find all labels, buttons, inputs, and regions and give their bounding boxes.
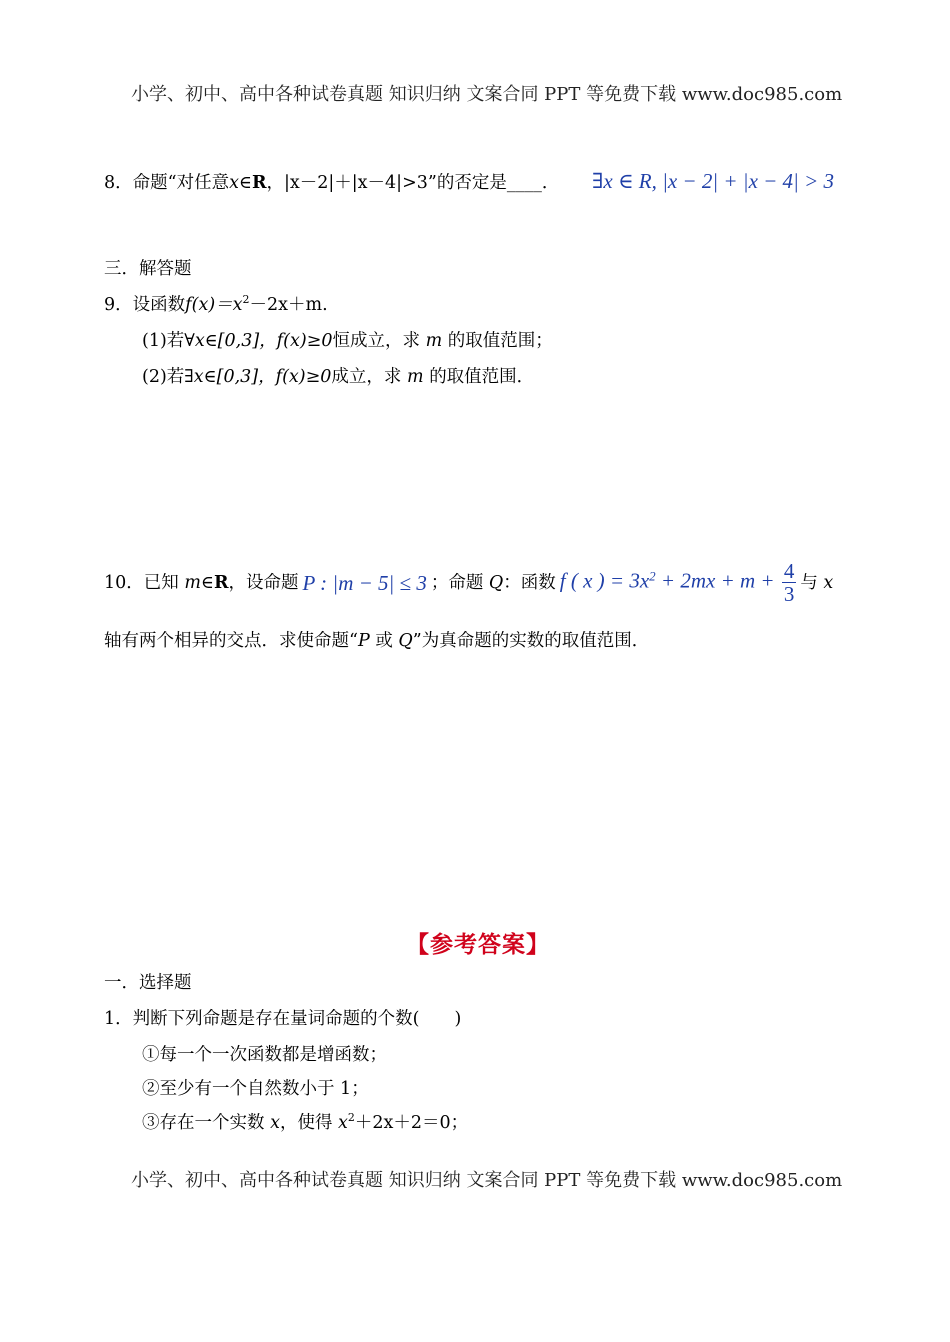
- question-10: [104, 560, 833, 605]
- answer-question-1: 1．判断下列命题是存在量词命题的个数( ): [104, 1009, 462, 1029]
- reals-symbol: R: [213, 572, 229, 593]
- var-Q: Q: [398, 631, 413, 651]
- q9-part-2-e: 的取值范围．: [429, 367, 535, 387]
- q9-part-1-d: 恒成立，求: [332, 331, 420, 351]
- item3-a: ③存在一个实数: [142, 1113, 265, 1133]
- q9-part-2-d: 成立，求: [331, 367, 402, 387]
- q9-part-1-a: (1)若∀: [142, 331, 195, 351]
- question-number: 8．: [104, 173, 133, 193]
- q10-b: ，设命题: [228, 572, 299, 593]
- q10-line2-b: ”为真命题的实数的取值范围．: [412, 631, 650, 651]
- page-header: 小学、初中、高中各种试卷真题 知识归纳 文案合同 PPT 等免费下载 www.doc985.com: [131, 84, 843, 105]
- var-m: m: [425, 331, 443, 351]
- q9-part-2-a: (2)若∃: [142, 367, 194, 387]
- superscript: 2: [347, 1111, 355, 1124]
- var-x: x: [823, 572, 834, 593]
- q9-part-1: [142, 330, 553, 352]
- question-9: [104, 294, 328, 316]
- q9-part-2-b: x∈[0,3]，: [193, 367, 276, 387]
- formula-rest: + 2mx + m +: [655, 568, 775, 593]
- var-Q: Q: [488, 572, 504, 593]
- q8-suffix: ”的否定是: [427, 173, 507, 193]
- section-heading-3: 三．解答题: [104, 259, 192, 279]
- q8-prefix: 命题“对任意: [132, 173, 230, 193]
- list-item-3: [142, 1112, 468, 1134]
- q9-part-1-c: f(x)≥0: [276, 331, 333, 351]
- var-m: m: [184, 572, 201, 593]
- var-x: x: [229, 173, 239, 193]
- var-x: x: [338, 1113, 348, 1133]
- answers-title: 【参考答案】: [406, 932, 550, 958]
- comma: ，: [266, 173, 284, 193]
- answer-blank: ____．: [506, 173, 560, 193]
- q10-line-2: [104, 630, 649, 652]
- page-footer: 小学、初中、高中各种试卷真题 知识归纳 文案合同 PPT 等免费下载 www.doc985.com: [131, 1170, 843, 1191]
- question-8: [104, 172, 559, 194]
- q9-stem-rest: －2x＋m.: [249, 295, 328, 315]
- superscript: 2: [649, 568, 656, 584]
- fraction-numerator: 4: [783, 559, 795, 583]
- var-m: m: [407, 367, 424, 387]
- fraction-denominator: 3: [783, 582, 795, 606]
- q9-part-1-b: x∈[0,3]，: [194, 331, 277, 351]
- q9-part-2: [142, 366, 534, 388]
- fraction: [782, 560, 797, 605]
- q10-function-formula: [560, 560, 799, 605]
- q9-function: f(x)＝x: [185, 295, 243, 315]
- reals-symbol: R: [251, 173, 267, 193]
- q8-answer-formula: ∃x ∈ R, |x − 2| + |x − 4| > 3: [592, 169, 835, 193]
- section-heading-1: 一．选择题: [104, 973, 192, 993]
- formula-main: f ( x ) = 3x: [559, 568, 650, 593]
- item3-b: ，使得: [279, 1113, 333, 1133]
- q10-d: ：函数: [503, 572, 556, 593]
- q10-proposition-p: P : |m − 5| ≤ 3: [302, 570, 427, 595]
- var-x: x: [270, 1113, 280, 1133]
- question-number: 9．: [104, 295, 133, 315]
- q10-a: 已知: [143, 572, 179, 593]
- q10-line2-a: 轴有两个相异的交点．求使命题“: [104, 631, 358, 651]
- q9-stem: 设函数: [132, 295, 186, 315]
- question-number: 10．: [104, 572, 144, 593]
- superscript: 2: [242, 293, 250, 306]
- list-item-1: ①每一个一次函数都是增函数；: [142, 1045, 387, 1065]
- element-of-symbol: ∈: [200, 572, 214, 593]
- element-of-symbol: ∈: [238, 173, 252, 193]
- q9-part-1-e: 的取值范围；: [447, 331, 553, 351]
- q10-e: 与: [800, 572, 818, 593]
- var-P: P: [357, 631, 370, 651]
- q8-expression: |x－2|＋|x－4|>3: [283, 173, 428, 193]
- q10-or: 或: [375, 631, 393, 651]
- list-item-2: ②至少有一个自然数小于 1；: [142, 1079, 369, 1099]
- item3-c: ＋2x＋2＝0；: [354, 1113, 469, 1133]
- q10-c: ；命题: [430, 572, 484, 593]
- q9-part-2-c: f(x)≥0: [275, 367, 332, 387]
